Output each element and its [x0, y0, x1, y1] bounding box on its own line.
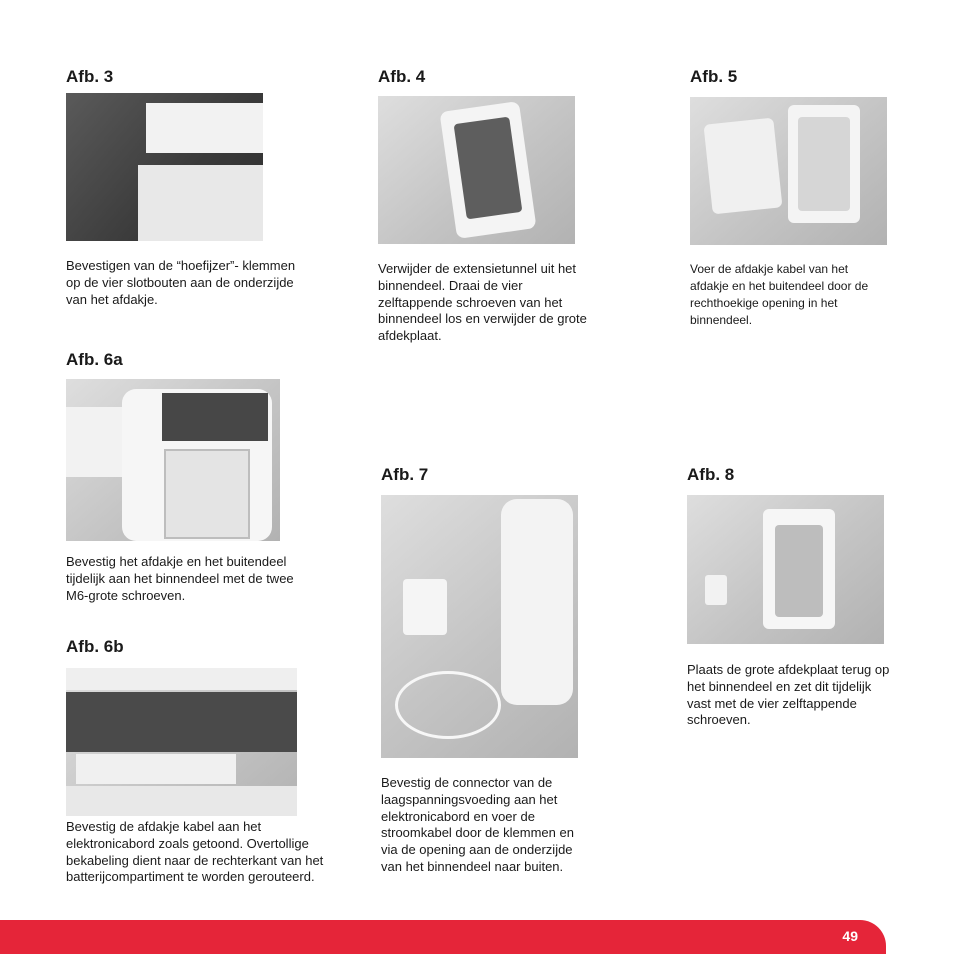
figure-6a-photo [66, 379, 280, 541]
figure-8-caption: Plaats de grote afdekplaat terug op het binnendeel en zet dit tijdelijk vast met de vier zelftappende schroeven. [687, 662, 890, 728]
figure-7-caption: Bevestig de connector van de laagspanningsvoeding aan het elektronicabord en voer de stroomkabel door de klemmen en via de opening aan de onderzijde van het binnendeel naar buiten. [381, 775, 574, 874]
figure-5-photo [690, 97, 887, 245]
figure-8-photo [687, 495, 884, 644]
figure-6b-caption: Bevestig de afdakje kabel aan het elektronicabord zoals getoond. Overtollige bekabeling dient naar de rechterkant van het batterijcompartiment te worden gerouteerd. [66, 819, 324, 885]
figure-5-title: Afb. 5 [690, 67, 738, 86]
figure-7-title: Afb. 7 [381, 465, 429, 484]
figure-4-title: Afb. 4 [378, 67, 426, 86]
figure-6b-photo [66, 668, 297, 816]
figure-6a-caption: Bevestig het afdakje en het buitendeel tijdelijk aan het binnendeel met de twee M6-grote schroeven. [66, 554, 294, 603]
figure-5-caption: Voer de afdakje kabel van het afdakje en het buitendeel door de rechthoekige opening in het binnendeel. [690, 262, 869, 327]
figure-6b-title: Afb. 6b [66, 637, 124, 656]
figure-3-caption: Bevestigen van de “hoefijzer”- klemmen op de vier slotbouten aan de onderzijde van het afdakje. [66, 258, 296, 307]
figure-7-photo [381, 495, 578, 758]
figure-4-caption: Verwijder de extensietunnel uit het binnendeel. Draai de vier zelftappende schroeven van het binnendeel los en verwijder de grote afdekplaat. [378, 261, 587, 344]
figure-4-photo [378, 96, 575, 244]
figure-3-title: Afb. 3 [66, 67, 114, 86]
figure-6a-title: Afb. 6a [66, 350, 123, 369]
figure-3-photo [66, 93, 263, 241]
figure-8-title: Afb. 8 [687, 465, 735, 484]
page-number: 49 [842, 928, 858, 944]
footer-bar [0, 920, 886, 954]
